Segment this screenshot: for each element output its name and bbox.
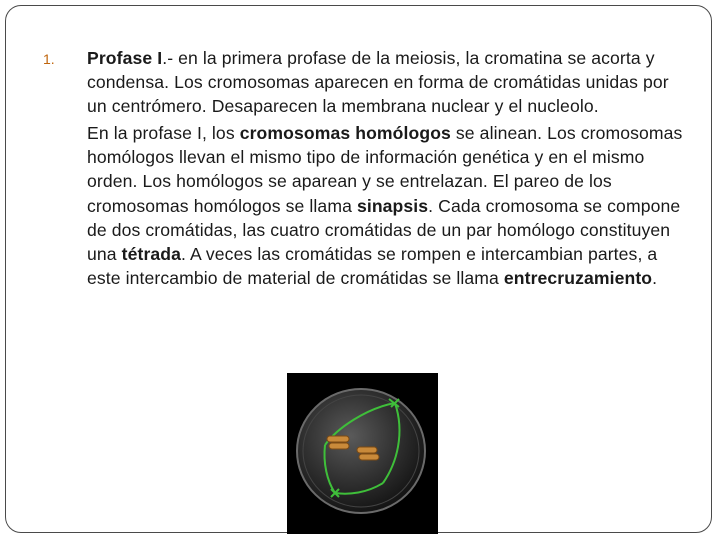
term-sinapsis: sinapsis	[356, 195, 429, 216]
text-segment: . A veces las cromátidas se rompen e intercambian partes, a este intercambio de material de cromátidas se llama	[87, 243, 658, 288]
paragraph-profase	[87, 46, 692, 118]
term-tetrada: tétrada	[121, 243, 182, 264]
text-segment: .	[652, 267, 658, 288]
term-entrecruzamiento: entrecruzamiento	[503, 267, 653, 288]
profase-description: .- en la primera profase de la meiosis, la cromatina se acorta y condensa. Los cromosomas aparecen en forma de cromátidas unidas por un centrómero. Desaparecen la membrana nuclear y el nucleolo.	[87, 48, 669, 117]
paragraph-homologos	[87, 121, 692, 290]
text-segment: se alinean. Los cromosomas homólogos llevan el mismo tipo de información genética y en el mismo orden. Los homólogos se aparean y se entrelazan. El pareo de los cromosomas homólogos se llama	[87, 123, 683, 216]
text-segment: . Cada cromosoma se compone de dos cromátidas, las cuatro cromátidas de un par homólogo constituyen una	[87, 195, 681, 264]
cell-illustration	[287, 373, 438, 534]
slide-text	[87, 46, 692, 290]
list-number: 1.	[43, 51, 55, 67]
term-cromosomas-homologos: cromosomas homólogos	[239, 123, 451, 144]
text-segment: En la profase I, los	[87, 123, 240, 144]
meiosis-cell-image	[287, 373, 438, 534]
heading-profase: Profase I	[87, 48, 163, 68]
